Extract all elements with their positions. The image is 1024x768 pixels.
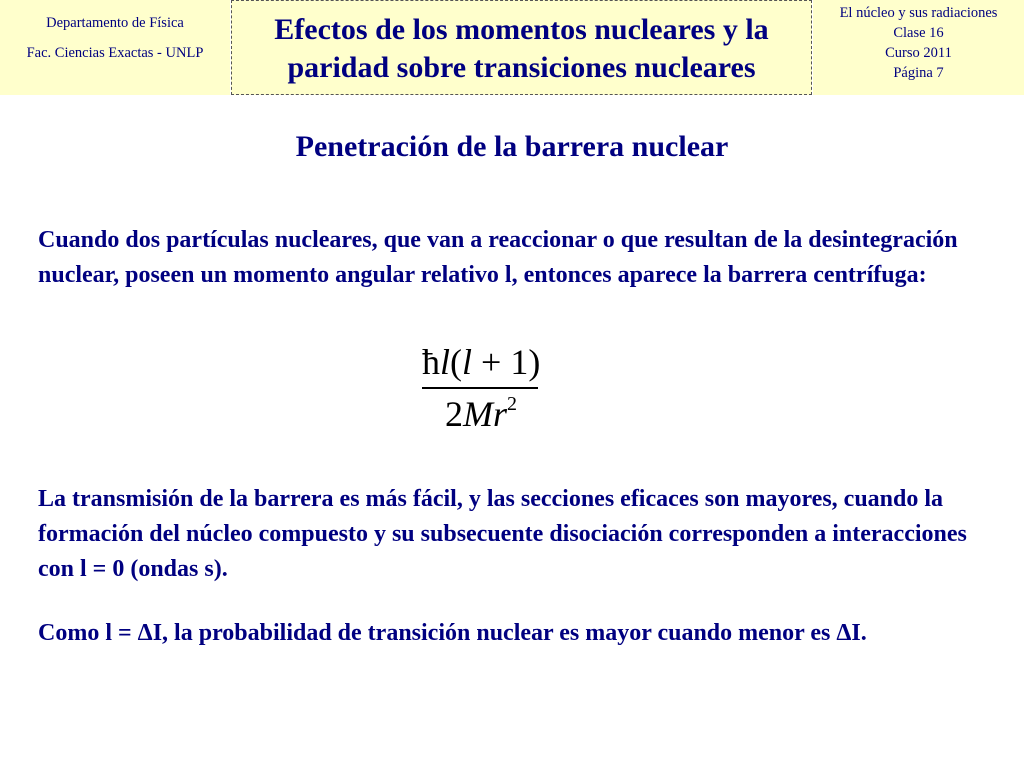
section-heading: Penetración de la barrera nuclear bbox=[295, 130, 729, 163]
open-paren: ( bbox=[450, 342, 463, 382]
slide-title-line-2: paridad sobre transiciones nucleares bbox=[287, 51, 756, 84]
denominator-two: 2 bbox=[444, 394, 463, 434]
formula-denominator bbox=[422, 392, 540, 436]
class-number: Clase 16 bbox=[893, 25, 944, 41]
header-course-box bbox=[813, 0, 1024, 95]
close-paren: ) bbox=[528, 342, 541, 382]
paragraph-barrier-transmission: La transmisión de la barrera es más fácil, y las secciones eficaces son mayores, cuando la formación del núcleo compuesto y su subsecuente disociación corresponden a interacciones con l = 0 (ondas s). bbox=[38, 486, 967, 582]
denominator-exponent: 2 bbox=[507, 393, 517, 415]
numerator-l: l bbox=[440, 342, 451, 382]
department-name: Departamento de Física bbox=[46, 15, 184, 31]
formula-numerator bbox=[422, 340, 540, 384]
plus-sign: + bbox=[472, 342, 511, 382]
course-year: Curso 2011 bbox=[885, 45, 952, 61]
centrifugal-barrier-formula bbox=[422, 340, 540, 440]
denominator-M: M bbox=[462, 394, 493, 434]
fraction-bar bbox=[422, 387, 538, 389]
header-department-box bbox=[0, 0, 230, 95]
numerator-one: 1 bbox=[510, 342, 529, 382]
paragraph-transition-probability: Como l = ΔI, la probabilidad de transición nuclear es mayor cuando menor es ΔI. bbox=[38, 620, 867, 646]
denominator-r: r bbox=[492, 394, 507, 434]
course-name: El núcleo y sus radiaciones bbox=[839, 5, 998, 21]
numerator-l2: l bbox=[462, 342, 473, 382]
slide-title-line-1: Efectos de los momentos nucleares y la bbox=[274, 13, 769, 46]
hbar-symbol: ħ bbox=[422, 342, 440, 382]
paragraph-centrifugal-barrier: Cuando dos partículas nucleares, que van a reaccionar o que resultan de la desintegración nuclear, poseen un momento angular relativo l, entonces aparece la barrera centrífuga: bbox=[38, 227, 958, 288]
faculty-name: Fac. Ciencias Exactas - UNLP bbox=[26, 45, 204, 61]
page-number: Página 7 bbox=[893, 65, 944, 81]
slide-title-box bbox=[231, 0, 812, 95]
